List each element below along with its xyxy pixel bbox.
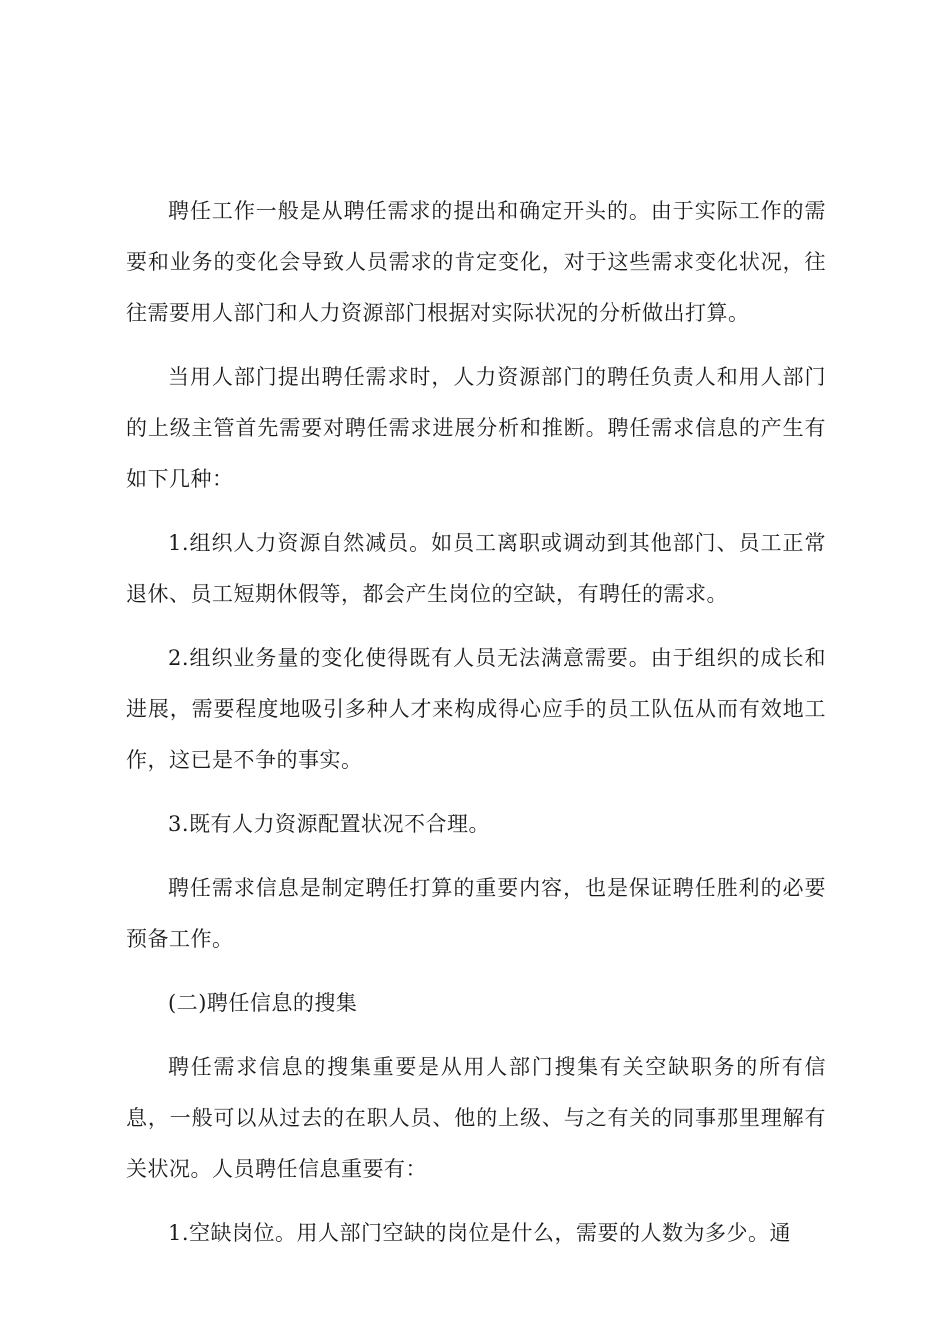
section-heading-info-collection: (二)聘任信息的搜集	[168, 991, 358, 1015]
paragraph-info-collection: 聘任需求信息的搜集重要是从用人部门搜集有关空缺职务的所有信息，一般可以从过去的在职人员、他的上级、与之有关的同事那里理解有关状况。人员聘任信息重要有：	[126, 1055, 826, 1181]
paragraph-item-2-business-change: 2.组织业务量的变化使得既有人员无法满意需要。由于组织的成长和进展，需要程度地吸引多种人才来构成得心应手的员工队伍从而有效地工作，这已是不争的事实。	[126, 646, 826, 772]
paragraph-demand-analysis: 当用人部门提出聘任需求时，人力资源部门的聘任负责人和用人部门的上级主管首先需要对聘任需求进展分析和推断。聘任需求信息的产生有如下几种：	[126, 365, 826, 491]
paragraph-demand-importance: 聘任需求信息是制定聘任打算的重要内容，也是保证聘任胜利的必要预备工作。	[126, 876, 826, 951]
paragraph-item-1-natural-attrition: 1.组织人力资源自然减员。如员工离职或调动到其他部门、员工正常退休、员工短期休假等，都会产生岗位的空缺，有聘任的需求。	[126, 531, 826, 606]
paragraph-item-3-allocation: 3.既有人力资源配置状况不合理。	[168, 812, 491, 836]
document-body	[126, 186, 826, 1272]
paragraph-recruitment-intro: 聘任工作一般是从聘任需求的提出和确定开头的。由于实际工作的需要和业务的变化会导致人员需求的肯定变化，对于这些需求变化状况，往往需要用人部门和人力资源部门根据对实际状况的分析做出打算。	[126, 199, 826, 325]
paragraph-item-1-vacancy: 1.空缺岗位。用人部门空缺的岗位是什么，需要的人数为多少。通	[168, 1221, 792, 1245]
